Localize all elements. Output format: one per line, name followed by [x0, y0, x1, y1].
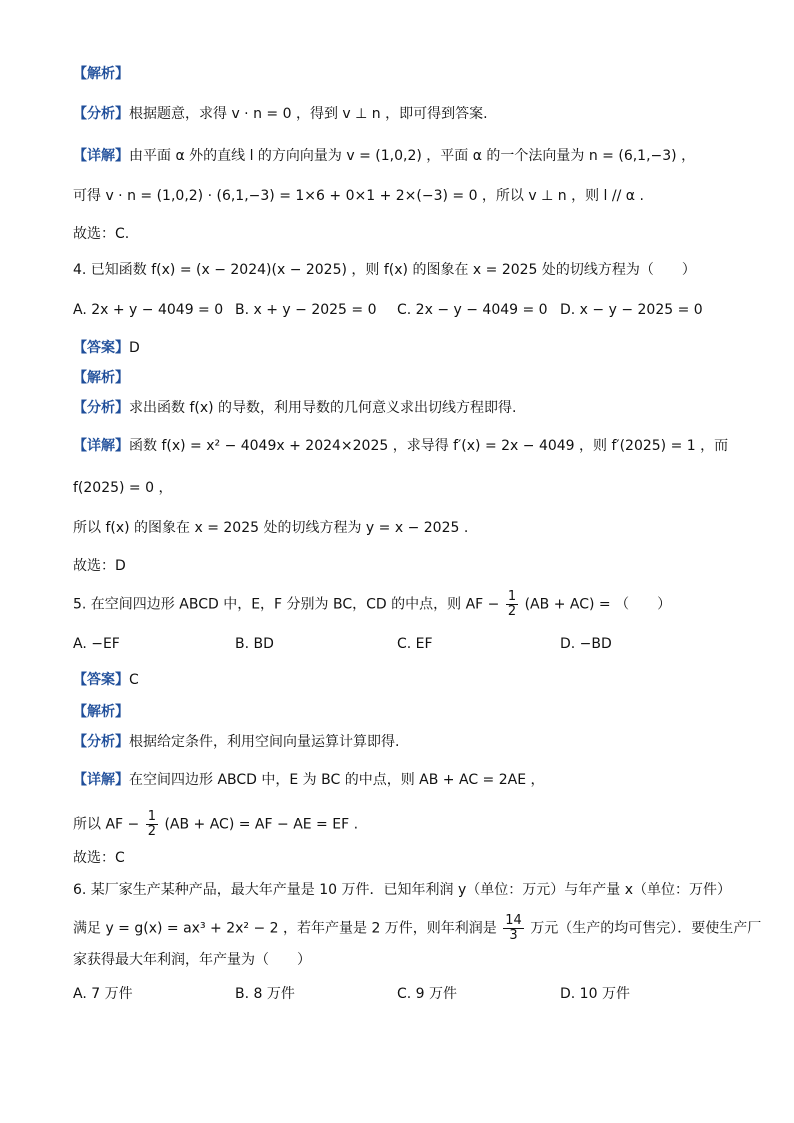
- q4-option-c: C. 2x − y − 4049 = 0: [397, 302, 548, 318]
- daan-tag: 【答案】: [73, 672, 129, 688]
- frac-denominator: 3: [509, 928, 518, 943]
- q5-stem-part-a: 5. 在空间四边形 ABCD 中，E，F 分别为 BC，CD 的中点，则 AF −: [73, 596, 500, 613]
- q5-line2-part-a: 所以 AF −: [73, 816, 140, 833]
- question-4-stem: 4. 已知函数 f(x) = (x − 2024)(x − 2025) ，则 f(x) 的图象在 x = 2025 处的切线方程为（ ）: [73, 262, 696, 278]
- q5-option-c: C. EF: [397, 636, 433, 652]
- frac-numerator: 14: [505, 913, 522, 928]
- q6-line2-part-a: 满足 y = g(x) = ax³ + 2x² − 2 ，若年产量是 2 万件，则年利润是: [73, 920, 497, 937]
- q4-xiangjie-line-2: f(2025) = 0 ，: [73, 480, 173, 496]
- daan-value: C: [129, 672, 139, 688]
- question-6-line-1: 6. 某厂家生产某种产品，最大年产量是 10 万件．已知年利润 y（单位：万元）与年产量 x（单位：万件）: [73, 882, 731, 898]
- q5-answer-final: 故选：C: [73, 850, 125, 866]
- q6-option-d: D. 10 万件: [560, 986, 630, 1002]
- q5-option-d: D. −BD: [560, 636, 612, 652]
- daan-tag: 【答案】: [73, 340, 129, 356]
- frac-denominator: 2: [507, 604, 517, 619]
- q5-line2-part-b: (AB + AC) = AF − AE = EF .: [164, 816, 359, 833]
- question-6-line-3: 家获得最大年利润，年产量为（ ）: [73, 952, 311, 968]
- fenxi-text: 根据给定条件，利用空间向量运算计算即得.: [129, 734, 400, 750]
- jiexi-heading-5: 【解析】: [73, 704, 129, 720]
- question-5-stem: [73, 590, 671, 619]
- q5-xiangjie-line-2: [73, 810, 358, 839]
- fenxi-text: 求出函数 f(x) 的导数，利用导数的几何意义求出切线方程即得.: [129, 400, 517, 416]
- fourteen-thirds-fraction: [503, 914, 524, 943]
- q4-answer-line: [73, 338, 140, 358]
- jiexi-heading-4: 【解析】: [73, 370, 129, 386]
- fenxi-tag: 【分析】: [73, 734, 129, 750]
- one-half-fraction: [146, 810, 158, 839]
- fenxi-tag: 【分析】: [73, 106, 129, 122]
- xiangjie-tag: 【详解】: [73, 438, 129, 454]
- q5-xiangjie-line: [73, 770, 545, 790]
- fenxi-tag: 【分析】: [73, 400, 129, 416]
- question-6-line-2: [73, 914, 761, 943]
- fenxi-text: 根据题意，求得 v · n = 0 ，得到 v ⊥ n ，即可得到答案.: [129, 106, 488, 122]
- q6-option-a: A. 7 万件: [73, 986, 133, 1002]
- q4-answer-final: 故选：D: [73, 558, 126, 574]
- xiangjie-text: 在空间四边形 ABCD 中，E 为 BC 的中点，则 AB + AC = 2AE ，: [129, 772, 545, 788]
- q6-option-b: B. 8 万件: [235, 986, 295, 1002]
- q5-stem-part-b: (AB + AC) = （ ）: [524, 596, 672, 613]
- q5-option-a: A. −EF: [73, 636, 120, 652]
- q6-option-c: C. 9 万件: [397, 986, 458, 1002]
- q4-fenxi-line: [73, 398, 517, 418]
- q5-option-b: B. BD: [235, 636, 274, 652]
- q4-xiangjie-line-3: 所以 f(x) 的图象在 x = 2025 处的切线方程为 y = x − 2025 .: [73, 520, 469, 536]
- fenxi-line-1: [73, 104, 488, 124]
- q4-option-d: D. x − y − 2025 = 0: [560, 302, 703, 318]
- q4-option-a: A. 2x + y − 4049 = 0: [73, 302, 224, 318]
- q5-fenxi-line: [73, 732, 399, 752]
- answer-line-1: 故选：C.: [73, 226, 130, 242]
- frac-numerator: 1: [507, 589, 517, 604]
- q6-line2-part-b: 万元（生产的均可售完）．要使生产厂: [530, 920, 762, 937]
- frac-denominator: 2: [147, 824, 156, 839]
- q4-xiangjie-line: [73, 436, 728, 456]
- one-half-fraction: [506, 590, 518, 619]
- xiangjie-line-1: [73, 146, 695, 166]
- frac-numerator: 1: [147, 809, 156, 824]
- xiangjie-tag: 【详解】: [73, 148, 129, 164]
- q5-answer-line: [73, 670, 139, 690]
- xiangjie-text: 由平面 α 外的直线 l 的方向向量为 v = (1,0,2) ，平面 α 的一个法向量为 n = (6,1,−3) ，: [129, 148, 696, 164]
- daan-value: D: [129, 340, 140, 356]
- jiexi-heading-1: 【解析】: [73, 66, 129, 82]
- xiangjie-line-2: 可得 v · n = (1,0,2) · (6,1,−3) = 1×6 + 0×1 + 2×(−3) = 0 ，所以 v ⊥ n ，则 l // α .: [73, 188, 644, 204]
- xiangjie-tag: 【详解】: [73, 772, 129, 788]
- q4-option-b: B. x + y − 2025 = 0: [235, 302, 377, 318]
- xiangjie-text: 函数 f(x) = x² − 4049x + 2024×2025 ，求导得 f′(x) = 2x − 4049 ，则 f′(2025) = 1 ，而: [129, 438, 729, 454]
